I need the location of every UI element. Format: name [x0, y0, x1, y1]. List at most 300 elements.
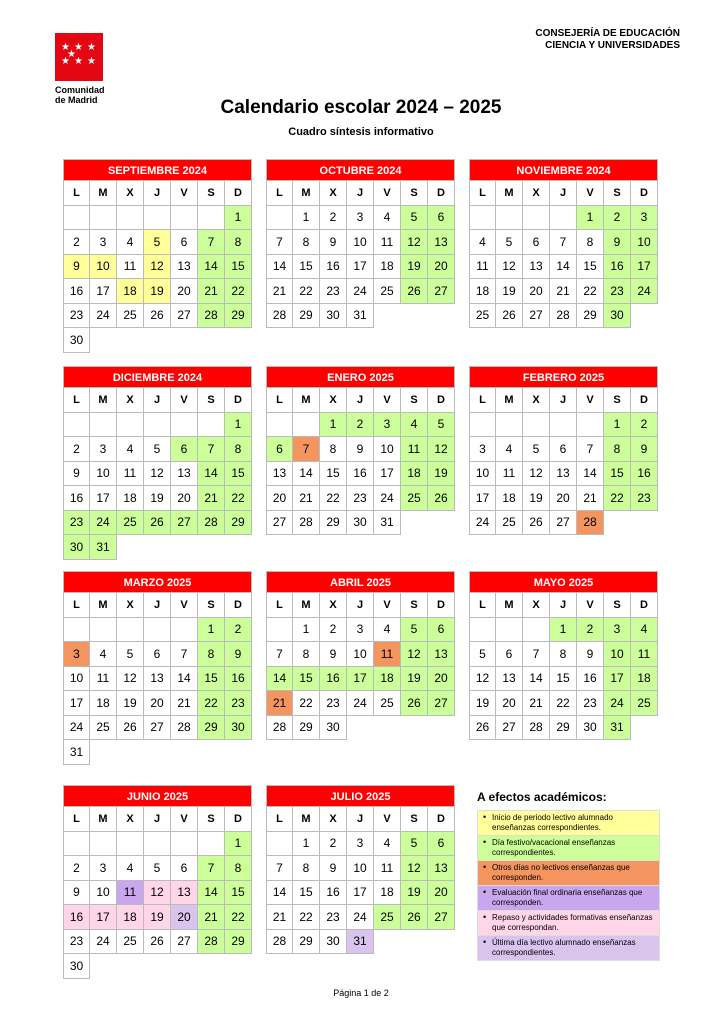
legend-item-repaso: • Repaso y actividades formativas enseñanzas que correspondan.	[477, 911, 660, 936]
day-cell: 11	[469, 255, 496, 280]
weekday-header: S	[401, 807, 428, 832]
day-cell: 2	[320, 206, 347, 231]
month-header: SEPTIEMBRE 2024	[63, 159, 252, 181]
day-cell: 4	[469, 230, 496, 255]
day-cell: 19	[428, 462, 455, 487]
day-cell: 14	[266, 255, 293, 280]
day-cell: 5	[428, 413, 455, 438]
day-cell: 23	[577, 691, 604, 716]
day-cell: 25	[90, 716, 117, 741]
day-cell: 1	[198, 618, 225, 643]
day-cell: 31	[63, 740, 90, 765]
month-days-grid	[469, 181, 658, 328]
weekday-header: M	[496, 388, 523, 413]
day-cell: 21	[198, 486, 225, 511]
day-cell: 17	[90, 486, 117, 511]
day-cell: 22	[225, 486, 252, 511]
day-cell: 19	[523, 486, 550, 511]
day-cell: 14	[171, 667, 198, 692]
day-cell: 10	[347, 856, 374, 881]
weekday-header: L	[63, 181, 90, 206]
day-cell: 12	[401, 230, 428, 255]
day-cell: 25	[401, 486, 428, 511]
day-cell: 14	[266, 881, 293, 906]
logo-text-line2: de Madrid	[55, 95, 98, 105]
day-cell: 30	[63, 535, 90, 560]
weekday-header: J	[550, 181, 577, 206]
weekday-header: L	[469, 593, 496, 618]
day-cell: 26	[428, 486, 455, 511]
day-cell: 13	[171, 462, 198, 487]
day-cell: 7	[266, 856, 293, 881]
day-cell: 24	[347, 279, 374, 304]
day-cell: 12	[144, 255, 171, 280]
weekday-header: V	[171, 388, 198, 413]
day-cell: 15	[320, 462, 347, 487]
weekday-header: X	[320, 388, 347, 413]
day-cell: 8	[550, 642, 577, 667]
day-cell: 24	[347, 691, 374, 716]
day-cell: 15	[604, 462, 631, 487]
weekday-header: M	[90, 807, 117, 832]
day-cell: 13	[523, 255, 550, 280]
day-cell: 23	[604, 279, 631, 304]
empty-day-cell	[266, 832, 293, 857]
day-cell: 9	[63, 881, 90, 906]
day-cell: 20	[266, 486, 293, 511]
weekday-header: D	[428, 388, 455, 413]
day-cell: 26	[144, 930, 171, 955]
weekday-header: X	[320, 807, 347, 832]
weekday-header: S	[604, 593, 631, 618]
weekday-header: J	[347, 807, 374, 832]
month-days-grid	[266, 807, 455, 954]
empty-day-cell	[469, 618, 496, 643]
day-cell: 27	[550, 511, 577, 536]
empty-day-cell	[171, 832, 198, 857]
weekday-header: L	[469, 388, 496, 413]
day-cell: 25	[631, 691, 658, 716]
day-cell: 24	[469, 511, 496, 536]
weekday-header: L	[266, 807, 293, 832]
day-cell: 4	[117, 856, 144, 881]
empty-day-cell	[293, 413, 320, 438]
day-cell: 8	[225, 856, 252, 881]
weekday-header: S	[198, 181, 225, 206]
day-cell: 4	[90, 642, 117, 667]
day-cell: 9	[577, 642, 604, 667]
day-cell: 11	[496, 462, 523, 487]
day-cell: 11	[374, 230, 401, 255]
empty-day-cell	[523, 206, 550, 231]
day-cell: 24	[604, 691, 631, 716]
weekday-header: D	[631, 181, 658, 206]
weekday-header: X	[117, 388, 144, 413]
day-cell: 18	[117, 279, 144, 304]
day-cell: 20	[144, 691, 171, 716]
day-cell: 6	[144, 642, 171, 667]
day-cell: 26	[144, 304, 171, 329]
day-cell: 3	[631, 206, 658, 231]
day-cell: 31	[90, 535, 117, 560]
day-cell: 4	[374, 206, 401, 231]
day-cell: 30	[604, 304, 631, 329]
day-cell: 17	[347, 667, 374, 692]
day-cell: 18	[631, 667, 658, 692]
day-cell: 14	[198, 881, 225, 906]
empty-day-cell	[496, 206, 523, 231]
weekday-header: V	[374, 807, 401, 832]
day-cell: 20	[496, 691, 523, 716]
day-cell: 28	[266, 930, 293, 955]
month-calendar	[266, 159, 455, 328]
day-cell: 27	[144, 716, 171, 741]
day-cell: 21	[266, 905, 293, 930]
empty-day-cell	[117, 618, 144, 643]
weekday-header: J	[144, 593, 171, 618]
day-cell: 13	[266, 462, 293, 487]
day-cell: 29	[550, 716, 577, 741]
day-cell: 25	[117, 304, 144, 329]
day-cell: 23	[320, 691, 347, 716]
weekday-header: M	[90, 388, 117, 413]
day-cell: 26	[401, 905, 428, 930]
day-cell: 30	[225, 716, 252, 741]
day-cell: 10	[604, 642, 631, 667]
month-days-grid	[63, 181, 252, 353]
day-cell: 4	[117, 437, 144, 462]
day-cell: 11	[374, 856, 401, 881]
legend-item-otros: • Otros días no lectivos enseñanzas que corresponden.	[477, 861, 660, 886]
month-calendar	[63, 785, 252, 979]
weekday-header: D	[225, 388, 252, 413]
day-cell: 12	[496, 255, 523, 280]
weekday-header: J	[144, 388, 171, 413]
weekday-header: D	[428, 181, 455, 206]
day-cell: 19	[117, 691, 144, 716]
month-header: FEBRERO 2025	[469, 366, 658, 388]
empty-day-cell	[144, 206, 171, 231]
day-cell: 10	[90, 255, 117, 280]
day-cell: 11	[117, 255, 144, 280]
day-cell: 4	[631, 618, 658, 643]
day-cell: 29	[293, 304, 320, 329]
day-cell: 30	[63, 954, 90, 979]
day-cell: 28	[171, 716, 198, 741]
weekday-header: S	[401, 593, 428, 618]
weekday-header: J	[347, 388, 374, 413]
day-cell: 28	[198, 930, 225, 955]
day-cell: 28	[198, 304, 225, 329]
day-cell: 21	[266, 279, 293, 304]
day-cell: 29	[225, 511, 252, 536]
day-cell: 5	[117, 642, 144, 667]
month-calendar	[469, 571, 658, 740]
day-cell: 12	[117, 667, 144, 692]
day-cell: 8	[225, 230, 252, 255]
day-cell: 24	[63, 716, 90, 741]
day-cell: 13	[428, 230, 455, 255]
day-cell: 24	[374, 486, 401, 511]
day-cell: 13	[144, 667, 171, 692]
day-cell: 13	[550, 462, 577, 487]
month-header: ABRIL 2025	[266, 571, 455, 593]
day-cell: 23	[63, 930, 90, 955]
day-cell: 9	[63, 462, 90, 487]
day-cell: 15	[293, 255, 320, 280]
day-cell: 15	[225, 462, 252, 487]
day-cell: 14	[198, 462, 225, 487]
month-calendar	[469, 366, 658, 535]
day-cell: 16	[577, 667, 604, 692]
day-cell: 11	[90, 667, 117, 692]
day-cell: 10	[347, 230, 374, 255]
day-cell: 29	[293, 930, 320, 955]
month-header: DICIEMBRE 2024	[63, 366, 252, 388]
day-cell: 25	[374, 905, 401, 930]
day-cell: 22	[293, 279, 320, 304]
month-days-grid	[469, 388, 658, 535]
day-cell: 30	[63, 328, 90, 353]
day-cell: 3	[604, 618, 631, 643]
day-cell: 16	[631, 462, 658, 487]
day-cell: 19	[144, 279, 171, 304]
weekday-header: X	[523, 181, 550, 206]
month-days-grid	[469, 593, 658, 740]
weekday-header: V	[577, 593, 604, 618]
day-cell: 16	[347, 462, 374, 487]
day-cell: 9	[320, 230, 347, 255]
day-cell: 29	[198, 716, 225, 741]
month-calendar	[63, 159, 252, 353]
day-cell: 17	[347, 881, 374, 906]
org-line2: CIENCIA Y UNIVERSIDADES	[545, 40, 680, 51]
weekday-header: D	[631, 388, 658, 413]
empty-day-cell	[63, 618, 90, 643]
day-cell: 10	[631, 230, 658, 255]
day-cell: 4	[117, 230, 144, 255]
weekday-header: X	[320, 181, 347, 206]
weekday-header: J	[347, 181, 374, 206]
weekday-header: L	[469, 181, 496, 206]
day-cell: 28	[523, 716, 550, 741]
day-cell: 1	[225, 832, 252, 857]
day-cell: 2	[577, 618, 604, 643]
day-cell: 1	[320, 413, 347, 438]
day-cell: 28	[550, 304, 577, 329]
day-cell: 27	[171, 304, 198, 329]
day-cell: 17	[90, 905, 117, 930]
day-cell: 29	[225, 930, 252, 955]
weekday-header: X	[117, 181, 144, 206]
day-cell: 19	[144, 905, 171, 930]
day-cell: 28	[293, 511, 320, 536]
day-cell: 12	[144, 462, 171, 487]
day-cell: 29	[293, 716, 320, 741]
weekday-header: L	[63, 593, 90, 618]
weekday-header: V	[374, 181, 401, 206]
day-cell: 23	[225, 691, 252, 716]
day-cell: 30	[320, 716, 347, 741]
empty-day-cell	[496, 413, 523, 438]
day-cell: 18	[117, 905, 144, 930]
day-cell: 3	[347, 832, 374, 857]
day-cell: 11	[117, 462, 144, 487]
day-cell: 20	[428, 667, 455, 692]
legend-items	[477, 810, 660, 961]
day-cell: 20	[171, 279, 198, 304]
day-cell: 17	[63, 691, 90, 716]
day-cell: 1	[293, 206, 320, 231]
day-cell: 1	[225, 206, 252, 231]
day-cell: 16	[320, 881, 347, 906]
day-cell: 19	[401, 255, 428, 280]
empty-day-cell	[496, 618, 523, 643]
day-cell: 30	[347, 511, 374, 536]
day-cell: 20	[171, 905, 198, 930]
day-cell: 17	[347, 255, 374, 280]
empty-day-cell	[90, 413, 117, 438]
day-cell: 2	[604, 206, 631, 231]
day-cell: 25	[496, 511, 523, 536]
day-cell: 3	[347, 206, 374, 231]
weekday-header: J	[347, 593, 374, 618]
day-cell: 22	[320, 486, 347, 511]
weekday-header: M	[496, 593, 523, 618]
empty-day-cell	[144, 618, 171, 643]
empty-day-cell	[63, 206, 90, 231]
day-cell: 21	[550, 279, 577, 304]
day-cell: 24	[631, 279, 658, 304]
day-cell: 2	[63, 856, 90, 881]
day-cell: 13	[428, 642, 455, 667]
day-cell: 8	[604, 437, 631, 462]
day-cell: 8	[293, 856, 320, 881]
weekday-header: L	[266, 593, 293, 618]
weekday-header: S	[604, 388, 631, 413]
weekday-header: L	[266, 388, 293, 413]
day-cell: 3	[90, 230, 117, 255]
day-cell: 18	[90, 691, 117, 716]
day-cell: 30	[320, 304, 347, 329]
day-cell: 12	[428, 437, 455, 462]
day-cell: 22	[225, 279, 252, 304]
day-cell: 9	[604, 230, 631, 255]
month-days-grid	[63, 388, 252, 560]
day-cell: 13	[428, 856, 455, 881]
day-cell: 17	[374, 462, 401, 487]
day-cell: 19	[496, 279, 523, 304]
day-cell: 10	[63, 667, 90, 692]
day-cell: 9	[225, 642, 252, 667]
page-title: Calendario escolar 2024 – 2025	[220, 97, 502, 118]
day-cell: 6	[496, 642, 523, 667]
day-cell: 25	[374, 691, 401, 716]
day-cell: 31	[347, 930, 374, 955]
day-cell: 14	[198, 255, 225, 280]
logo-text-line1: Comunidad	[55, 85, 105, 95]
day-cell: 12	[401, 856, 428, 881]
day-cell: 26	[469, 716, 496, 741]
weekday-header: D	[428, 807, 455, 832]
empty-day-cell	[550, 413, 577, 438]
day-cell: 21	[293, 486, 320, 511]
day-cell: 6	[428, 618, 455, 643]
day-cell: 5	[401, 832, 428, 857]
empty-day-cell	[171, 206, 198, 231]
month-calendar	[266, 366, 455, 535]
month-calendar	[63, 571, 252, 765]
day-cell: 12	[469, 667, 496, 692]
organization-name	[535, 28, 680, 52]
day-cell: 1	[577, 206, 604, 231]
day-cell: 5	[144, 856, 171, 881]
weekday-header: X	[320, 593, 347, 618]
empty-day-cell	[577, 413, 604, 438]
day-cell: 27	[428, 691, 455, 716]
day-cell: 29	[225, 304, 252, 329]
weekday-header: L	[63, 388, 90, 413]
month-calendar	[469, 159, 658, 328]
empty-day-cell	[266, 206, 293, 231]
empty-day-cell	[117, 413, 144, 438]
day-cell: 9	[320, 642, 347, 667]
legend-item-ultimo: • Última día lectivo alumnado enseñanzas correspondientes.	[477, 936, 660, 961]
day-cell: 9	[631, 437, 658, 462]
day-cell: 8	[293, 642, 320, 667]
day-cell: 26	[523, 511, 550, 536]
day-cell: 7	[198, 856, 225, 881]
day-cell: 10	[90, 462, 117, 487]
day-cell: 23	[320, 905, 347, 930]
weekday-header: J	[144, 181, 171, 206]
weekday-header: X	[523, 593, 550, 618]
day-cell: 2	[347, 413, 374, 438]
weekday-header: S	[401, 388, 428, 413]
day-cell: 12	[401, 642, 428, 667]
day-cell: 16	[320, 255, 347, 280]
day-cell: 3	[90, 437, 117, 462]
weekday-header: D	[428, 593, 455, 618]
day-cell: 16	[320, 667, 347, 692]
legend-item-eval: • Evaluación final ordinaria enseñanzas que corresponden.	[477, 886, 660, 911]
day-cell: 10	[90, 881, 117, 906]
legend-item-inicio: • Inicio de periodo lectivo alumnado enseñanzas correspondientes.	[477, 810, 660, 836]
weekday-header: S	[198, 388, 225, 413]
weekday-header: D	[225, 181, 252, 206]
day-cell: 26	[401, 279, 428, 304]
weekday-header: V	[374, 593, 401, 618]
day-cell: 17	[631, 255, 658, 280]
weekday-header: M	[90, 181, 117, 206]
day-cell: 7	[293, 437, 320, 462]
madrid-flag-icon: ★ ★ ★ ★ ★ ★ ★	[55, 33, 103, 81]
day-cell: 30	[320, 930, 347, 955]
month-calendar	[266, 785, 455, 954]
day-cell: 28	[266, 716, 293, 741]
weekday-header: J	[550, 388, 577, 413]
day-cell: 25	[117, 511, 144, 536]
weekday-header: V	[171, 593, 198, 618]
day-cell: 2	[225, 618, 252, 643]
weekday-header: V	[171, 181, 198, 206]
weekday-header: X	[117, 807, 144, 832]
day-cell: 9	[320, 856, 347, 881]
day-cell: 23	[631, 486, 658, 511]
day-cell: 16	[63, 486, 90, 511]
day-cell: 14	[523, 667, 550, 692]
day-cell: 15	[225, 255, 252, 280]
